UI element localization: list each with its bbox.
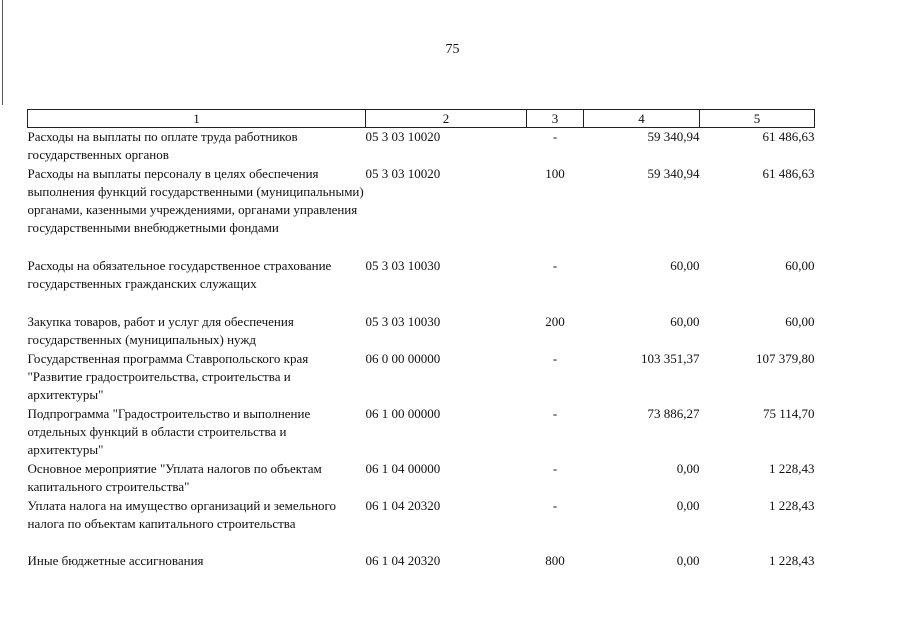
amount-col4: 59 340,94 (647, 129, 700, 144)
expense-type: - (552, 257, 558, 273)
budget-code: 06 1 00 00000 (365, 405, 441, 421)
amount-col4: 60,00 (670, 257, 700, 273)
expense-type: - (552, 405, 558, 421)
column-header: 2 (366, 110, 527, 128)
expense-name: Основное мероприятие "Уплата налогов по объектам капитального строительства" (27, 460, 322, 494)
budget-code: 06 0 00 00000 (365, 350, 441, 366)
expense-type: - (552, 460, 558, 476)
table-row (28, 497, 815, 552)
table-row (28, 165, 815, 257)
budget-code: 05 3 03 10030 (365, 257, 441, 273)
expense-name: Расходы на обязательное государственное страхование государственных гражданских служащих (27, 257, 332, 291)
amount-col5: 107 379,80 (756, 350, 815, 366)
amount-col5: 61 486,63 (762, 165, 815, 181)
budget-code: 05 3 03 10020 (365, 129, 441, 144)
column-header: 1 (28, 110, 366, 128)
budget-code: 05 3 03 10030 (365, 313, 441, 329)
amount-col5: 60,00 (785, 313, 815, 329)
table-header-row (28, 110, 815, 128)
budget-table (27, 109, 815, 572)
table-row (28, 552, 815, 572)
table-row (28, 350, 815, 405)
expense-type: 800 (545, 552, 565, 568)
amount-col4: 60,00 (670, 313, 700, 329)
amount-col5: 1 228,43 (769, 552, 815, 568)
expense-name: Подпрограмма "Градостроительство и выполнение отдельных функций в области строительства и архитектуры" (27, 405, 311, 457)
amount-col4: 59 340,94 (647, 165, 700, 181)
expense-type: - (552, 129, 558, 144)
amount-col4: 0,00 (676, 552, 700, 568)
column-header: 3 (527, 110, 584, 128)
amount-col4: 103 351,37 (641, 350, 700, 366)
expense-name: Расходы на выплаты персоналу в целях обеспечения выполнения функций государственными (муниципальными) органами, казенными учреждениями, органами управления государственными внебюджетными фондами (27, 165, 364, 235)
column-header: 5 (700, 110, 815, 128)
table-row (28, 128, 815, 165)
budget-code: 06 1 04 00000 (365, 460, 441, 476)
table-row (28, 313, 815, 350)
amount-col4: 0,00 (676, 460, 700, 476)
table-row (28, 257, 815, 313)
page-number: 75 (445, 42, 460, 57)
amount-col5: 75 114,70 (762, 405, 815, 421)
table-row (28, 460, 815, 497)
budget-code: 05 3 03 10020 (365, 165, 441, 181)
amount-col5: 61 486,63 (762, 129, 815, 144)
expense-name: Закупка товаров, работ и услуг для обеспечения государственных (муниципальных) нужд (27, 313, 294, 347)
expense-name: Иные бюджетные ассигнования (27, 552, 204, 568)
expense-name: Государственная программа Ставропольского края "Развитие градостроительства, строительства и архитектуры" (27, 350, 309, 402)
expense-type: - (552, 350, 558, 366)
budget-code: 06 1 04 20320 (365, 497, 441, 513)
amount-col5: 60,00 (785, 257, 815, 273)
amount-col4: 0,00 (676, 497, 700, 513)
expense-type: 100 (545, 165, 565, 181)
amount-col4: 73 886,27 (647, 405, 700, 421)
amount-col5: 1 228,43 (769, 460, 815, 476)
amount-col5: 1 228,43 (769, 497, 815, 513)
expense-type: 200 (545, 313, 565, 329)
expense-name: Уплата налога на имущество организаций и земельного налога по объектам капитального строительства (27, 497, 337, 531)
column-header: 4 (584, 110, 700, 128)
table-row (28, 405, 815, 460)
expense-type: - (552, 497, 558, 513)
expense-name: Расходы на выплаты по оплате труда работников государственных органов (27, 129, 298, 162)
budget-code: 06 1 04 20320 (365, 552, 441, 568)
